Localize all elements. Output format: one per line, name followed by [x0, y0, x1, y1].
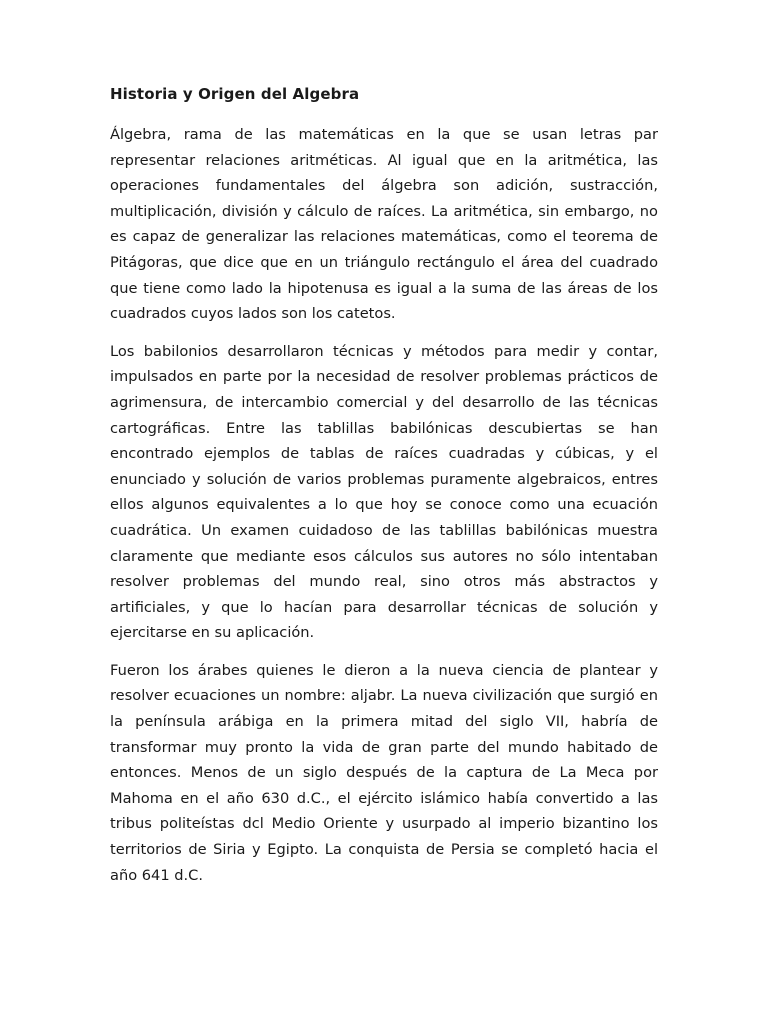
paragraph-algebra-definition: Álgebra, rama de las matemáticas en la que se usan letras par representar relaciones aritméticas. Al igual que en la aritmética, las operaciones fundamentales del álgebra son adición, sustracción, multiplicación, división y cálculo de raíces. La aritmética, sin embargo, no es capaz de generalizar las relaciones matemáticas, como el teorema de Pitágoras, que dice que en un triángulo rectángulo el área del cuadrado que tiene como lado la hipotenusa es igual a la suma de las áreas de los cuadrados cuyos lados son los catetos.	[110, 126, 658, 323]
paragraph-babylonians: Los babilonios desarrollaron técnicas y métodos para medir y contar, impulsados en parte por la necesidad de resolver problemas prácticos de agrimensura, de intercambio comercial y del desarrollo de las técnicas cartográficas. Entre las tablillas babilónicas descubiertas se han encontrado ejemplos de tablas de raíces cuadradas y cúbicas, y el enunciado y solución de varios problemas puramente algebraicos, entres ellos algunos equivalentes a lo que hoy se conoce como una ecuación cuadrática. Un examen cuidadoso de las tablillas babilónicas muestra claramente que mediante esos cálculos sus autores no sólo intentaban resolver problemas del mundo real, sino otros más abstractos y artificiales, y que lo hacían para desarrollar técnicas de solución y ejercitarse en su aplicación.	[110, 342, 658, 642]
document-body	[110, 84, 658, 900]
document-title: Historia y Origen del Algebra	[110, 85, 360, 103]
paragraph-arabs: Fueron los árabes quienes le dieron a la nueva ciencia de plantear y resolver ecuaciones un nombre: aljabr. La nueva civilización que surgió en la península arábiga en la primera mitad del siglo VII, habría de transformar muy pronto la vida de gran parte del mundo habitado de entonces. Menos de un siglo después de la captura de La Meca por Mahoma en el año 630 d.C., el ejército islámico había convertido a las tribus politeístas dcl Medio Oriente y usurpado al imperio bizantino los territorios de Siria y Egipto. La conquista de Persia se completó hacia el año 641 d.C.	[110, 661, 658, 884]
